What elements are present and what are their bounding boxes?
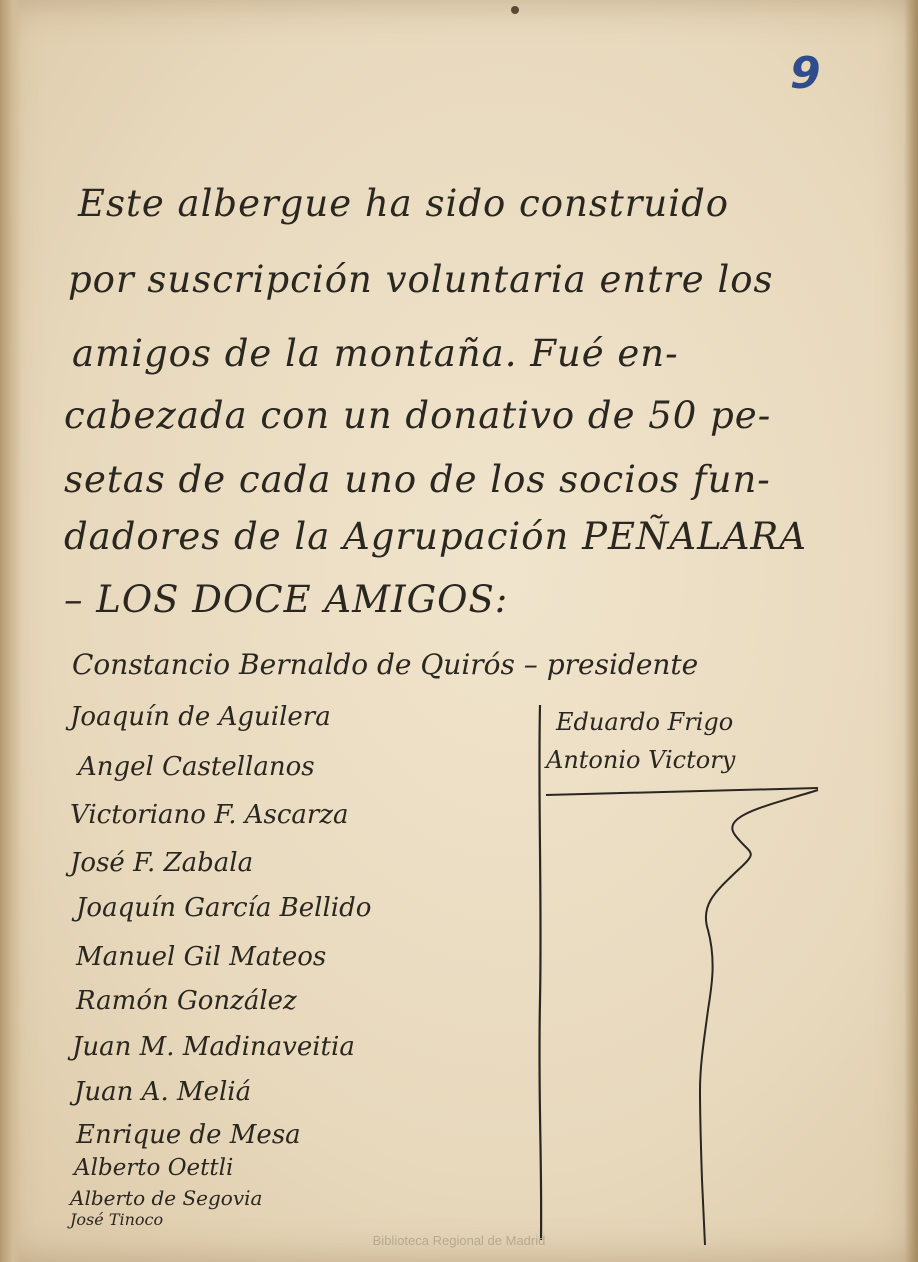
member-name-small: Alberto de Segovia	[70, 1186, 263, 1210]
member-name: Manuel Gil Mateos	[76, 942, 327, 972]
paragraph-line: por suscripción voluntaria entre los	[68, 258, 774, 301]
paragraph-line: dadores de la Agrupación PEÑALARA	[64, 515, 807, 558]
paragraph-line: amigos de la montaña. Fué en-	[72, 332, 679, 375]
member-name: Victoriano F. Ascarza	[70, 800, 349, 830]
member-name: José F. Zabala	[70, 848, 254, 878]
wavy-stroke	[700, 790, 818, 1245]
folio-number: 9	[790, 48, 821, 99]
paragraph-line: cabezada con un donativo de 50 pe-	[64, 394, 772, 437]
underline-stroke	[546, 788, 818, 795]
member-name: Angel Castellanos	[78, 752, 315, 782]
member-name: Joaquín de Aguilera	[70, 702, 331, 732]
paragraph-line: setas de cada uno de los socios fun-	[64, 458, 771, 501]
member-name: Joaquín García Bellido	[76, 893, 372, 923]
member-name-right: Antonio Victory	[546, 746, 736, 774]
member-name: Juan A. Meliá	[74, 1077, 252, 1107]
library-watermark: Biblioteca Regional de Madrid	[372, 1233, 546, 1248]
member-name: Juan M. Madinaveitia	[72, 1032, 355, 1062]
member-name-right: Eduardo Frigo	[556, 708, 734, 736]
president-line: Constancio Bernaldo de Quirós – presidente	[72, 648, 699, 681]
member-name: Enrique de Mesa	[76, 1120, 301, 1150]
column-divider-line	[539, 705, 541, 1240]
paragraph-line: Este albergue ha sido construido	[78, 182, 730, 225]
member-name: Alberto Oettli	[74, 1155, 234, 1181]
member-name-small: José Tinoco	[70, 1210, 164, 1229]
paragraph-line: – LOS DOCE AMIGOS:	[64, 578, 509, 621]
member-name: Ramón González	[76, 986, 297, 1016]
